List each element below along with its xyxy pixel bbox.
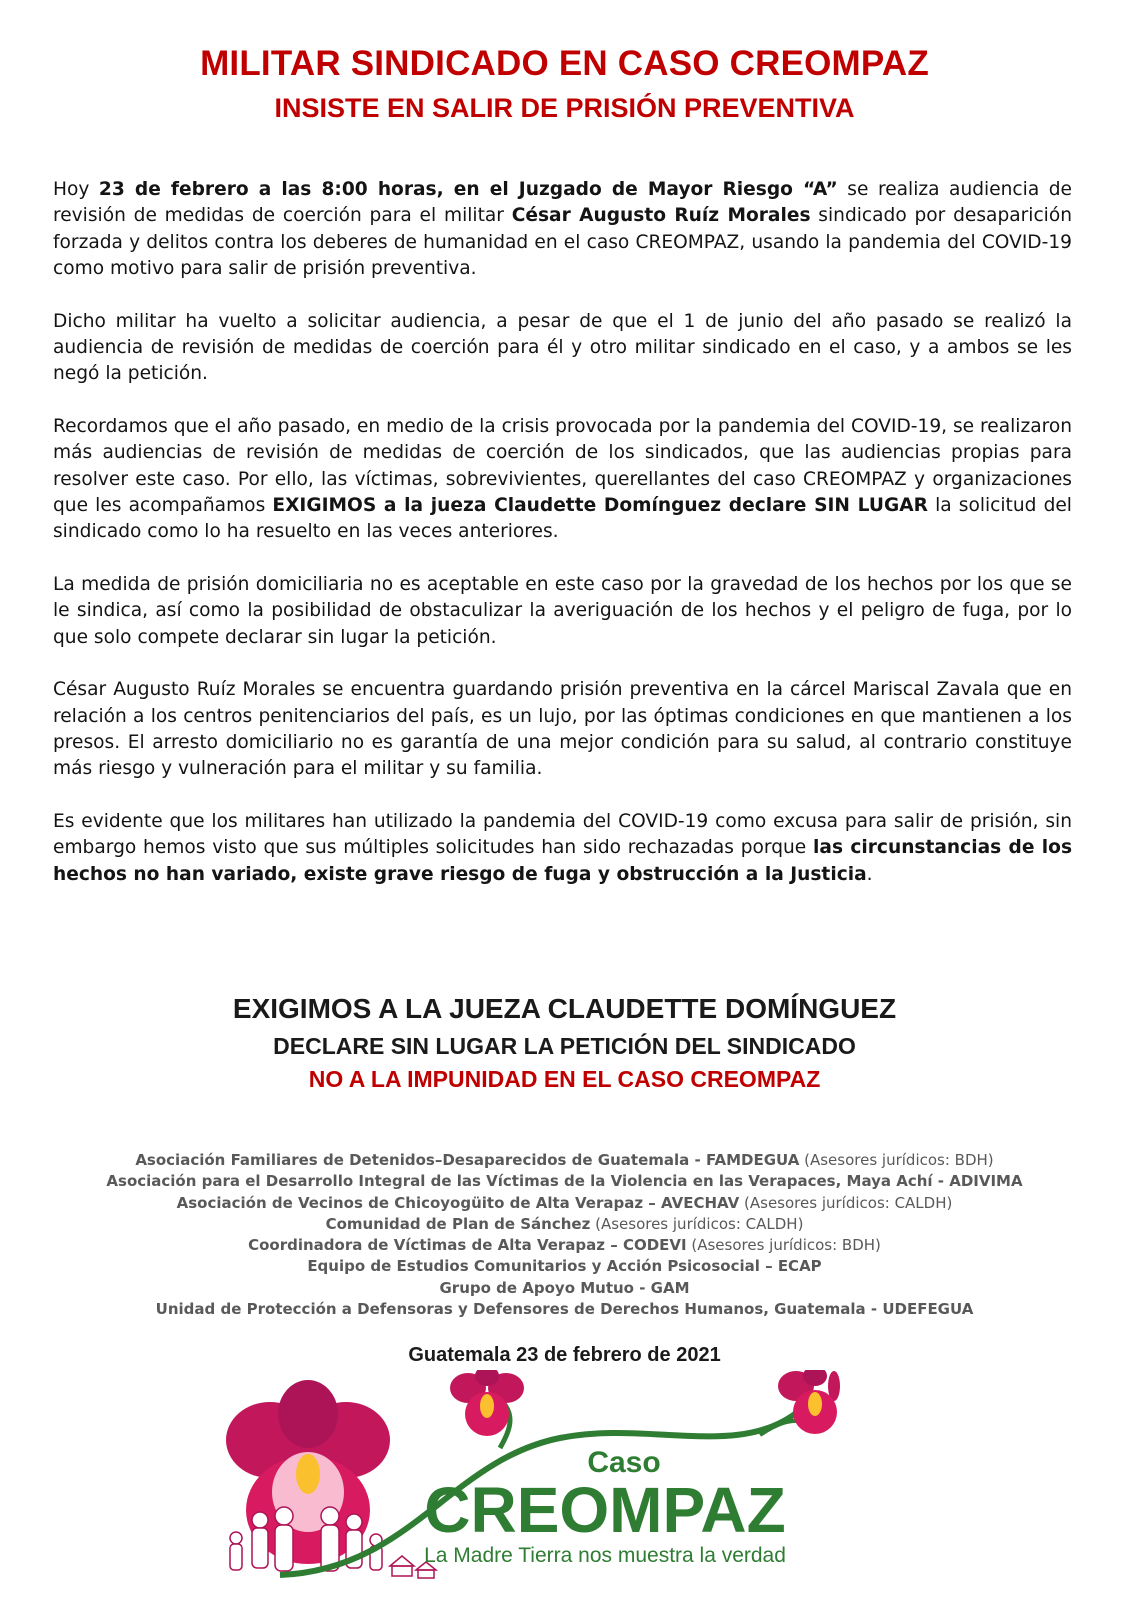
organization-item: Asociación Familiares de Detenidos–Desaparecidos de Guatemala - FAMDEGUA (Asesores jurídicos: BDH)	[135, 1151, 994, 1169]
organization-item: Unidad de Protección a Defensoras y Defensores de Derechos Humanos, Guatemala - UDEFEGUA	[155, 1300, 974, 1319]
organization-item: Grupo de Apoyo Mutuo - GAM	[439, 1278, 690, 1297]
document-title: MILITAR SINDICADO EN CASO CREOMPAZ	[200, 44, 929, 83]
paragraph-4: La medida de prisión domiciliaria no es aceptable en este caso por la gravedad de los hechos por los que se le sindica, así como la posibilidad de obstaculizar la averiguación de los hechos y el peligro de fuga, por lo que solo compete declarar sin lugar la petición.	[53, 573, 1072, 648]
orchid-large-icon	[226, 1380, 436, 1578]
document-body	[53, 177, 1072, 914]
paragraph-3: Recordamos que el año pasado, en medio de la crisis provocada por la pandemia del COVID-19, se realizaron más audiencias de revisión de medidas de coerción de los sindicados, que las audiencias propias para resolver este caso. Por ello, las víctimas, sobrevivientes, querellantes del caso CREOMPAZ y organizaciones que les acompañamos EXIGIMOS a la jueza Claudette Domínguez declare SIN LUGAR la solicitud del sindicado como lo ha resuelto en las veces anteriores.	[53, 415, 1072, 543]
organization-item: Equipo de Estudios Comunitarios y Acción Psicosocial – ECAP	[307, 1257, 822, 1276]
organization-item: Asociación de Vecinos de Chicoyogüito de Alta Verapaz – AVECHAV (Asesores jurídicos: CALDH)	[176, 1193, 953, 1212]
demand-line-3: NO A LA IMPUNIDAD EN EL CASO CREOMPAZ	[308, 1066, 821, 1092]
organizations-list	[0, 1150, 1129, 1320]
orchid-small-icon	[778, 1370, 840, 1434]
demand-line-2: DECLARE SIN LUGAR LA PETICIÓN DEL SINDICADO	[273, 1033, 856, 1059]
document-date: Guatemala 23 de febrero de 2021	[408, 1344, 721, 1366]
paragraph-2: Dicho militar ha vuelto a solicitar audiencia, a pesar de que el 1 de junio del año pasado se realizó la audiencia de revisión de medidas de coerción para él y otro militar sindicado en el caso, y a ambos se les negó la petición.	[53, 310, 1072, 385]
logo-small-text: Caso	[587, 1446, 661, 1479]
organization-item: Asociación para el Desarrollo Integral de las Víctimas de la Violencia en las Verapaces, Maya Achí - ADIVIMA	[106, 1172, 1023, 1191]
paragraph-1: Hoy 23 de febrero a las 8:00 horas, en el Juzgado de Mayor Riesgo “A” se realiza audiencia de revisión de medidas de coerción para el militar César Augusto Ruíz Morales sindicado por desaparición forzada y delitos contra los deberes de humanidad en el caso CREOMPAZ, usando la pandemia del COVID-19 como motivo para salir de prisión preventiva.	[53, 179, 1072, 280]
orchid-small-icon	[450, 1370, 524, 1436]
paragraph-6: Es evidente que los militares han utilizado la pandemia del COVID-19 como excusa para salir de prisión, sin embargo hemos visto que sus múltiples solicitudes han sido rechazadas porque las circunstancias de los hechos no han variado, existe grave riesgo de fuga y obstrucción a la Justicia.	[53, 810, 1073, 885]
document-subtitle: INSISTE EN SALIR DE PRISIÓN PREVENTIVA	[274, 93, 855, 123]
creompaz-logo	[200, 1370, 840, 1595]
demand-line-1: EXIGIMOS A LA JUEZA CLAUDETTE DOMÍNGUEZ	[232, 993, 897, 1024]
logo-tagline: La Madre Tierra nos muestra la verdad	[424, 1544, 786, 1567]
organization-item: Coordinadora de Víctimas de Alta Verapaz – CODEVI (Asesores jurídicos: BDH)	[248, 1236, 881, 1255]
organization-item: Comunidad de Plan de Sánchez (Asesores jurídicos: CALDH)	[325, 1214, 804, 1233]
logo-big-text: CREOMPAZ	[424, 1474, 786, 1546]
paragraph-5: César Augusto Ruíz Morales se encuentra guardando prisión preventiva en la cárcel Mariscal Zavala que en relación a los centros penitenciarios del país, es un lujo, por las óptimas condiciones en que mantienen a los presos. El arresto domiciliario no es garantía de una mejor condición para su salud, al contrario constituye más riesgo y vulneración para el militar y su familia.	[53, 679, 1072, 780]
